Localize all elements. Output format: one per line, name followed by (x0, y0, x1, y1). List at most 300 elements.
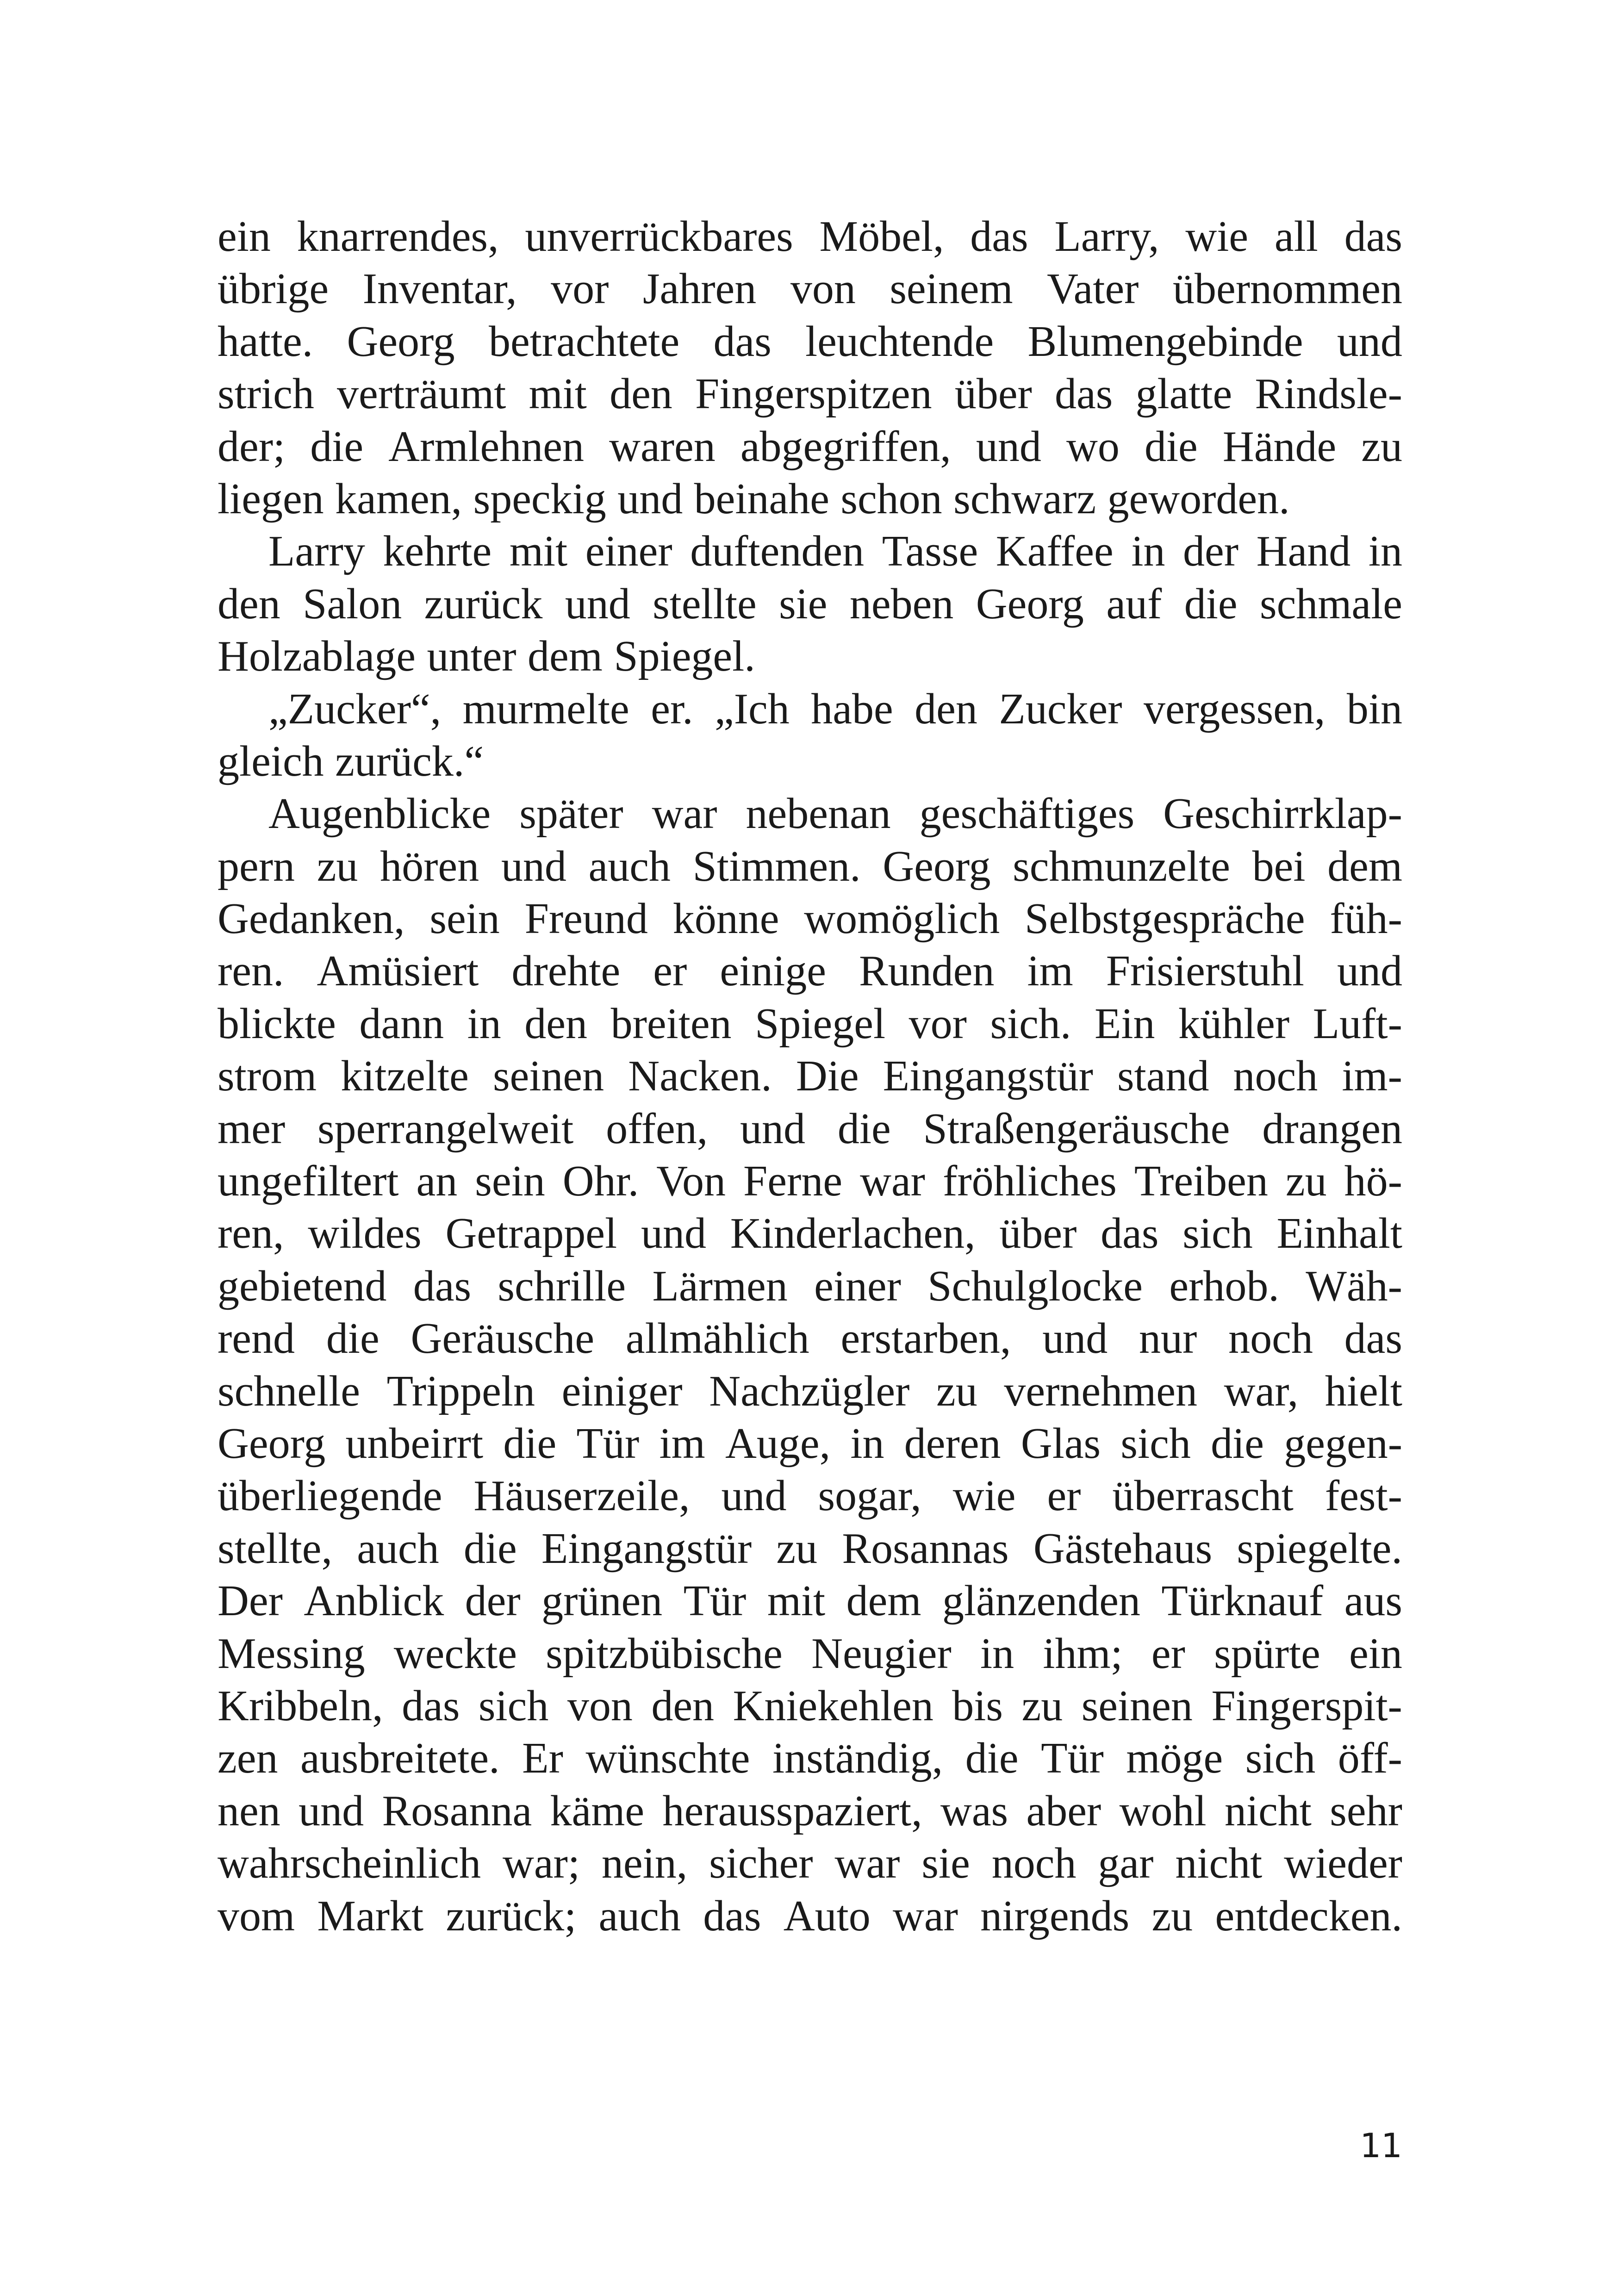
word: sogar, (818, 1472, 921, 1520)
word: Kinderlachen, (730, 1209, 976, 1258)
word: spürte (1214, 1629, 1320, 1678)
word: sein (475, 1157, 545, 1206)
word: „Zucker“, (268, 684, 442, 733)
word: wahrscheinlich (218, 1839, 481, 1888)
text-line (218, 316, 1402, 368)
word: blickte (218, 999, 336, 1048)
word: die (326, 1314, 380, 1363)
word: und (617, 474, 683, 523)
word: schmale (1259, 579, 1402, 628)
word: Hand (1256, 527, 1351, 576)
word: zu (936, 1367, 977, 1415)
word: auch (357, 1524, 439, 1573)
word: erstarben, (840, 1314, 1011, 1363)
word: war (893, 1892, 958, 1940)
word: der; (218, 422, 286, 471)
word: zu (776, 1524, 818, 1573)
word: und (565, 579, 630, 628)
word: knarrendes, (297, 212, 499, 261)
word: Ohr. (562, 1157, 639, 1206)
word: seinem (890, 265, 1013, 313)
word: dem (528, 632, 603, 681)
word: Freund (524, 895, 648, 943)
word: Georg (976, 579, 1084, 628)
word: hören (380, 842, 479, 890)
word: Georg (218, 1419, 326, 1468)
word: geschäftiges (919, 790, 1135, 838)
word: dem (846, 1577, 921, 1625)
word: das (703, 1892, 761, 1940)
text-line (218, 1890, 1402, 1942)
word: Stimmen. (692, 842, 861, 890)
word: Zucker (999, 684, 1122, 733)
word: vor (551, 265, 609, 313)
word: mit (529, 370, 587, 418)
word: das (413, 1262, 472, 1310)
word: Straßengeräusche (923, 1104, 1230, 1153)
word: Kaffee (996, 527, 1114, 576)
word: Blumengebinde (1027, 317, 1303, 366)
word: Gedanken, (218, 895, 405, 943)
word: Rindsle- (1255, 370, 1402, 418)
text-line (218, 1523, 1402, 1575)
word: „Ich (715, 684, 790, 733)
word: in (1131, 527, 1165, 576)
word: fröhliches (943, 1157, 1117, 1206)
text-line (218, 1418, 1402, 1470)
word: Getrappel (445, 1209, 617, 1258)
word: sich (478, 1681, 549, 1730)
word: zu (1285, 1157, 1327, 1206)
word: über (999, 1209, 1077, 1258)
word: Luft- (1313, 999, 1402, 1048)
word: wie (952, 1472, 1016, 1520)
word: wo (1066, 422, 1120, 471)
word: vom (218, 1892, 295, 1940)
word: ihm; (1043, 1629, 1123, 1678)
word: sich (1120, 1419, 1191, 1468)
word: vergessen, (1143, 684, 1326, 733)
word: murmelte (462, 684, 629, 733)
word: auf (1106, 579, 1162, 628)
word: gebietend (218, 1262, 387, 1310)
word: zu (317, 842, 358, 890)
word: Wäh- (1306, 1262, 1402, 1310)
word: duftenden (690, 527, 865, 576)
word: Kribbeln, (218, 1681, 383, 1730)
word: bis (952, 1681, 1003, 1730)
word: Selbstgespräche (1024, 895, 1305, 943)
word: leuchtende (805, 317, 994, 366)
text-line (218, 578, 1402, 630)
word: mit (767, 1577, 826, 1625)
word: Augenblicke (268, 790, 491, 838)
word: glänzenden (942, 1577, 1140, 1625)
text-line (218, 525, 1402, 578)
word: Nacken. (628, 1052, 772, 1101)
word: das (713, 317, 772, 366)
word: vernehmen (1004, 1367, 1197, 1415)
word: in (980, 1629, 1014, 1678)
word: Glas (1021, 1419, 1101, 1468)
word: die (965, 1734, 1019, 1783)
text-line (218, 735, 1402, 788)
text-line (218, 840, 1402, 893)
word: habe (811, 684, 893, 733)
word: geworden. (1107, 474, 1290, 523)
word: spitzbübische (546, 1629, 783, 1678)
word: die (463, 1524, 517, 1573)
word: das (402, 1681, 460, 1730)
word: Holzablage (218, 632, 416, 681)
word: wohl (1119, 1786, 1207, 1835)
word: schrille (498, 1262, 626, 1310)
word: Inventar, (362, 265, 517, 313)
word: strich (218, 370, 314, 418)
word: könne (672, 895, 779, 943)
word: betrachtete (488, 317, 680, 366)
word: nur (1139, 1314, 1197, 1363)
word: und (1042, 1314, 1108, 1363)
text-line (218, 1050, 1402, 1102)
word: das (1344, 1314, 1402, 1363)
word: auch (598, 1892, 681, 1940)
word: einiger (561, 1367, 683, 1415)
word: abgegriffen, (740, 422, 951, 471)
word: das (970, 212, 1028, 261)
word: Lärmen (652, 1262, 788, 1310)
word: sie (779, 579, 828, 628)
word: pern (218, 842, 295, 890)
text-line (218, 1470, 1402, 1522)
word: später (519, 790, 623, 838)
word: Er (522, 1734, 563, 1783)
word: Hände (1222, 422, 1337, 471)
word: kehrte (383, 527, 492, 576)
word: hö- (1344, 1157, 1402, 1206)
word: ein (218, 212, 271, 261)
text-line (218, 1837, 1402, 1890)
word: zen (218, 1734, 278, 1783)
word: den (915, 684, 977, 733)
word: die (837, 1104, 891, 1153)
word: nirgends (980, 1892, 1130, 1940)
word: die (310, 422, 364, 471)
word: vor (909, 999, 967, 1048)
word: in (850, 1419, 884, 1468)
text-line (218, 630, 1402, 683)
text-line (218, 945, 1402, 997)
word: mer (218, 1104, 286, 1153)
word: entdecken. (1215, 1892, 1402, 1940)
word: Von (656, 1157, 726, 1206)
text-line (218, 473, 1402, 525)
word: war, (1224, 1367, 1299, 1415)
word: sich (1182, 1209, 1253, 1258)
word: Auto (783, 1892, 871, 1940)
text-line (218, 1103, 1402, 1155)
word: grünen (541, 1577, 663, 1625)
word: die (503, 1419, 557, 1468)
word: zurück (424, 579, 543, 628)
word: Messing (218, 1629, 365, 1678)
word: Geräusche (411, 1314, 595, 1363)
text-line (218, 1785, 1402, 1837)
word: wünschte (585, 1734, 750, 1783)
word: nicht (1175, 1839, 1263, 1888)
word: war (652, 790, 717, 838)
word: noch (991, 1839, 1077, 1888)
word: zu (1361, 422, 1402, 471)
word: glatte (1135, 370, 1232, 418)
word: über (954, 370, 1032, 418)
word: und (740, 1104, 806, 1153)
word: sie (921, 1839, 970, 1888)
text-line (218, 1260, 1402, 1313)
word: seinen (1081, 1681, 1193, 1730)
word: sich. (990, 999, 1071, 1048)
word: Spiegel. (614, 632, 755, 681)
word: überrascht (1112, 1472, 1294, 1520)
word: bin (1346, 684, 1402, 733)
word: das (1101, 1209, 1159, 1258)
word: sperrangelweit (317, 1104, 574, 1153)
word: einer (585, 527, 672, 576)
word: von (567, 1681, 633, 1730)
word: und (1337, 317, 1402, 366)
word: von (790, 265, 856, 313)
word: ren, (218, 1209, 284, 1258)
word: wie (1185, 212, 1249, 261)
word: drehte (511, 947, 621, 996)
word: und (721, 1472, 787, 1520)
word: Neugier (811, 1629, 952, 1678)
word: ren. (218, 947, 284, 996)
word: er (1047, 1472, 1081, 1520)
word: offen, (606, 1104, 708, 1153)
word: stand (1117, 1052, 1209, 1101)
word: Kniekehlen (733, 1681, 933, 1730)
word: schnelle (218, 1367, 360, 1415)
word: hatte. (218, 317, 313, 366)
word: Geschirrklap- (1163, 790, 1402, 838)
word: sicher (709, 1839, 813, 1888)
text-line (218, 1207, 1402, 1260)
word: ausbreitete. (300, 1734, 500, 1783)
word: Treiben (1134, 1157, 1268, 1206)
word: Armlehnen (388, 422, 585, 471)
word: die (1144, 422, 1198, 471)
word: in (1368, 527, 1402, 576)
word: war (860, 1157, 925, 1206)
page-number: 11 (1360, 2126, 1402, 2165)
word: spiegelte. (1237, 1524, 1402, 1573)
word: sehr (1330, 1786, 1402, 1835)
text-line (218, 368, 1402, 420)
word: und (501, 842, 566, 890)
word: Georg (883, 842, 991, 890)
word: kühler (1178, 999, 1290, 1048)
word: und (641, 1209, 706, 1258)
word: Markt (317, 1892, 424, 1940)
word: beinahe (694, 474, 829, 523)
word: Tasse (882, 527, 978, 576)
word: stellte, (218, 1524, 332, 1573)
word: verträumt (337, 370, 506, 418)
word: Die (796, 1052, 859, 1101)
text-line (218, 1155, 1402, 1207)
word: das (1055, 370, 1113, 418)
word: Rosannas (842, 1524, 1009, 1573)
word: öff- (1338, 1734, 1402, 1783)
word: im (1027, 947, 1073, 996)
word: zu (1151, 1892, 1193, 1940)
word: möge (1126, 1734, 1223, 1783)
word: Larry (268, 527, 365, 576)
word: die (1211, 1419, 1264, 1468)
word: auch (588, 842, 671, 890)
word: Gästehaus (1033, 1524, 1213, 1573)
word: herausspaziert, (662, 1786, 922, 1835)
word: Tür (683, 1577, 747, 1625)
text-line (218, 998, 1402, 1050)
word: dem (1327, 842, 1402, 890)
word: drangen (1262, 1104, 1402, 1153)
word: Fingerspitzen (695, 370, 932, 418)
word: dann (359, 999, 444, 1048)
word: wieder (1284, 1839, 1402, 1888)
word: Jahren (642, 265, 757, 313)
word: überliegende (218, 1472, 442, 1520)
word: an (416, 1157, 458, 1206)
word: nicht (1224, 1786, 1312, 1835)
word: hielt (1325, 1367, 1402, 1415)
word: neben (849, 579, 954, 628)
text-line (218, 1365, 1402, 1418)
word: weckte (393, 1629, 517, 1678)
word: Schulglocke (927, 1262, 1143, 1310)
word: den (651, 1681, 715, 1730)
word: nein, (601, 1839, 688, 1888)
word: all (1274, 212, 1318, 261)
word: Tür (1041, 1734, 1104, 1783)
word: Vater (1047, 265, 1139, 313)
word: aber (1026, 1786, 1101, 1835)
text-line (218, 263, 1402, 315)
word: schon (840, 474, 942, 523)
word: Häuserzeile, (473, 1472, 690, 1520)
word: unbeirrt (345, 1419, 484, 1468)
text-line (218, 683, 1402, 735)
word: den (218, 579, 280, 628)
word: rend (218, 1314, 295, 1363)
word: gegen- (1284, 1419, 1402, 1468)
word: Trippeln (386, 1367, 535, 1415)
word: übernommen (1173, 265, 1402, 313)
word: zurück; (446, 1892, 577, 1940)
word: er. (651, 684, 693, 733)
word: gleich (218, 737, 324, 785)
word: er (653, 947, 687, 996)
word: wildes (308, 1209, 422, 1258)
word: zurück.“ (335, 737, 484, 785)
word: inständig, (772, 1734, 943, 1783)
word: unter (427, 632, 517, 681)
word: den (524, 999, 588, 1048)
word: Runden (859, 947, 995, 996)
text-line (218, 1628, 1402, 1680)
word: noch (1233, 1052, 1318, 1101)
text-line (218, 421, 1402, 473)
word: Fingerspit- (1211, 1681, 1402, 1730)
word: bei (1252, 842, 1306, 890)
word: war (834, 1839, 900, 1888)
text-line (218, 211, 1402, 263)
word: im (659, 1419, 705, 1468)
word: Larry, (1054, 212, 1159, 261)
word: füh- (1330, 895, 1402, 943)
word: der (1183, 527, 1239, 576)
word: nebenan (746, 790, 891, 838)
word: Ferne (743, 1157, 843, 1206)
word: das (1344, 212, 1402, 261)
word: und (1337, 947, 1402, 996)
word: strom (218, 1052, 317, 1101)
word: Tür (576, 1419, 640, 1468)
word: war; (502, 1839, 580, 1888)
word: er (1151, 1629, 1185, 1678)
word: Der (218, 1577, 283, 1625)
word: den (610, 370, 672, 418)
word: der (465, 1577, 521, 1625)
text-line (218, 1732, 1402, 1785)
word: Eingangstür (541, 1524, 752, 1573)
word: übrige (218, 265, 329, 313)
word: Spiegel (755, 999, 886, 1048)
word: Möbel, (819, 212, 944, 261)
word: und (976, 422, 1041, 471)
word: einige (720, 947, 827, 996)
word: speckig (473, 474, 606, 523)
word: schwarz (953, 474, 1096, 523)
word: allmählich (625, 1314, 809, 1363)
text-line (218, 1680, 1402, 1732)
word: breiten (610, 999, 732, 1048)
word: Amüsiert (317, 947, 479, 996)
word: fest- (1325, 1472, 1402, 1520)
word: die (1184, 579, 1238, 628)
word: in (467, 999, 501, 1048)
word: liegen (218, 474, 324, 523)
word: Nachzügler (709, 1367, 910, 1415)
word: unverrückbares (525, 212, 793, 261)
word: noch (1228, 1314, 1313, 1363)
text-line (218, 1313, 1402, 1365)
word: Türknauf (1161, 1577, 1324, 1625)
word: sich (1245, 1734, 1316, 1783)
word: einer (814, 1262, 901, 1310)
word: Ein (1094, 999, 1155, 1048)
word: was (940, 1786, 1008, 1835)
word: kitzelte (341, 1052, 469, 1101)
word: ein (1349, 1629, 1402, 1678)
word: kamen, (335, 474, 462, 523)
word: stellte (653, 579, 757, 628)
word: deren (904, 1419, 1001, 1468)
word: ungefiltert (218, 1157, 399, 1206)
text-line (218, 788, 1402, 840)
word: und (299, 1786, 364, 1835)
